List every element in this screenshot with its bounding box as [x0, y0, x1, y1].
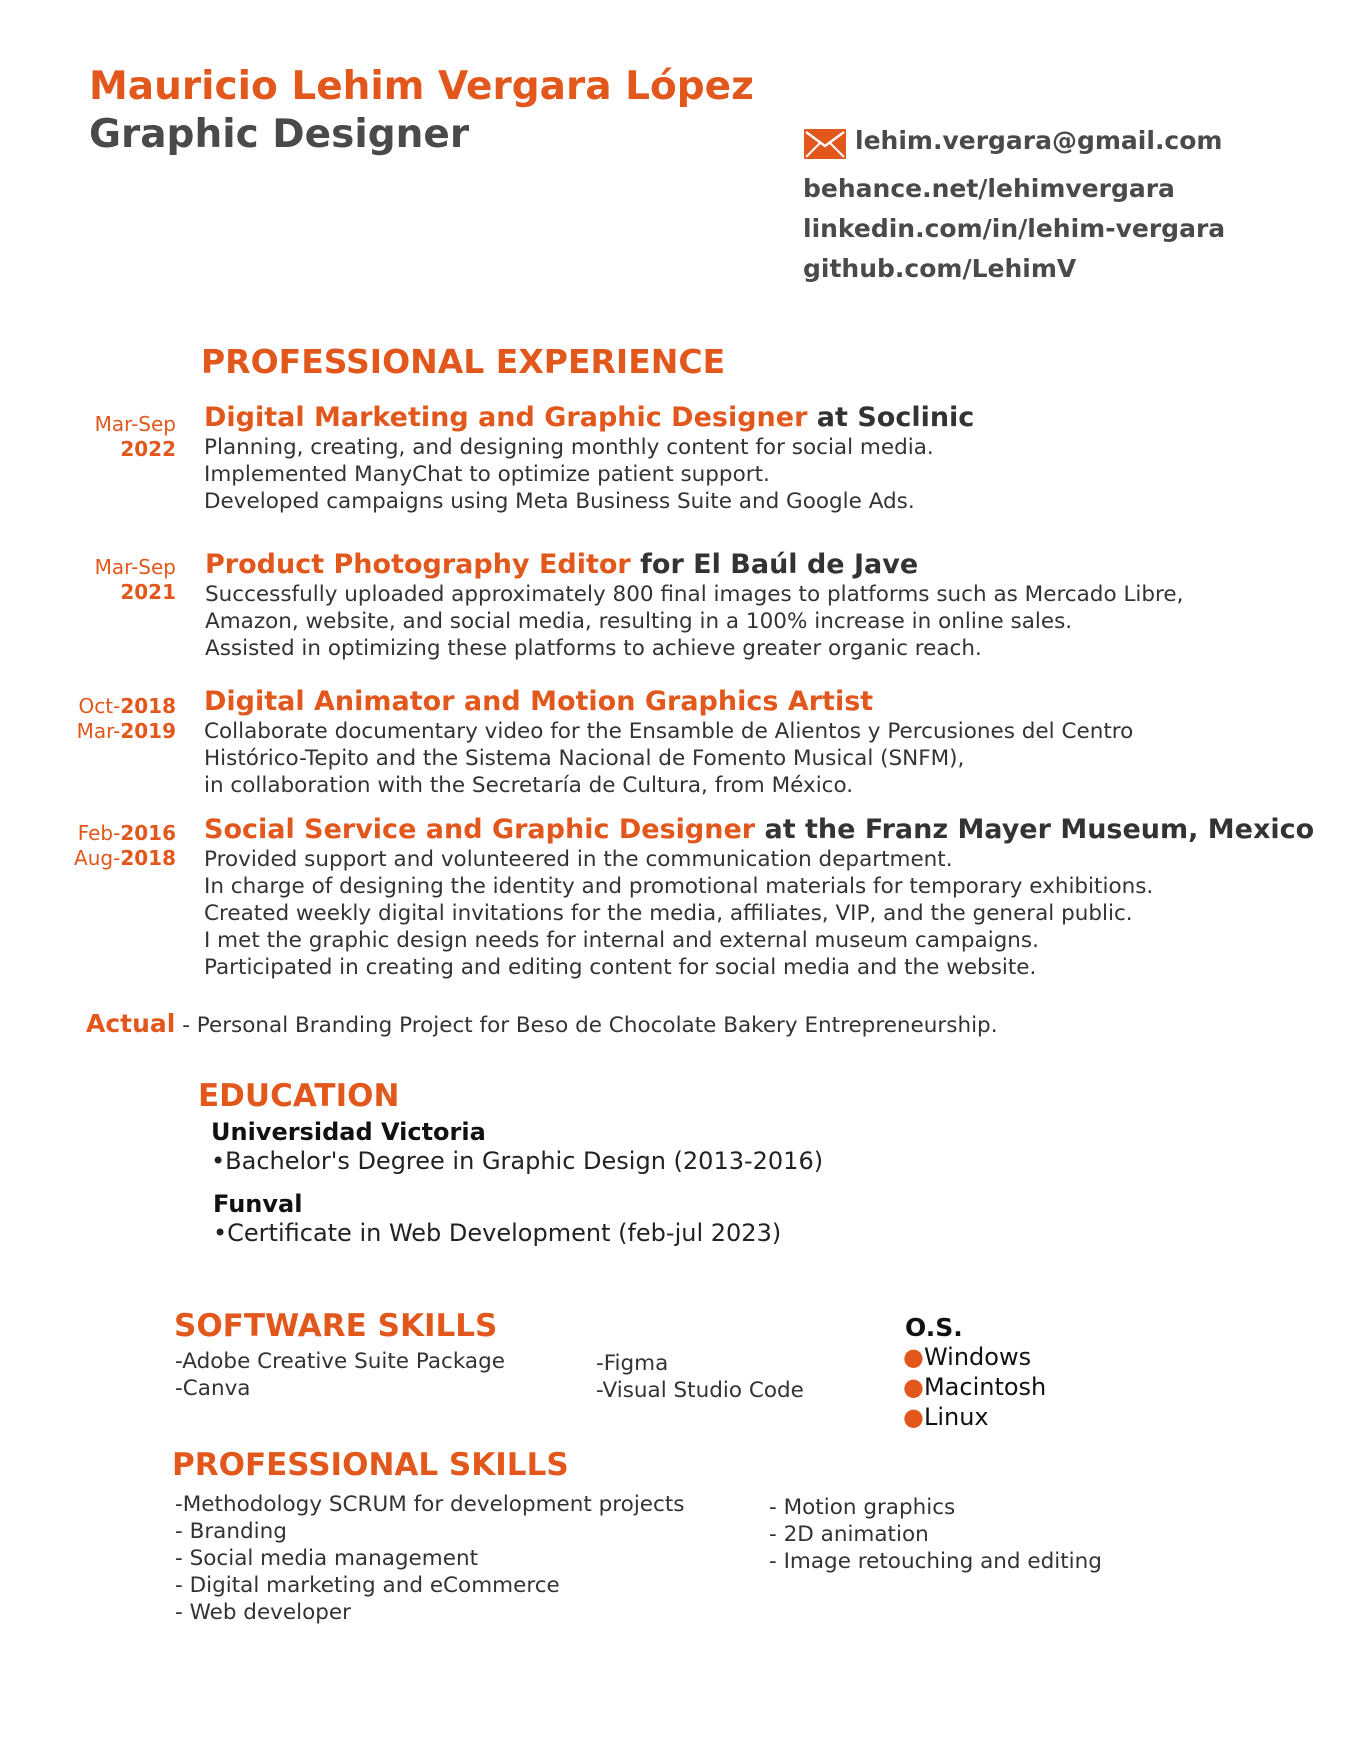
job-description: Planning, creating, and designing monthly content for social media. Implemented ManyChat to optimize patient support. Developed campaigns using Meta Business Suite and Google Ads.: [204, 435, 934, 514]
job-title: Digital Marketing and Graphic Designer at Soclinic: [204, 402, 975, 433]
current-project: [86, 1009, 998, 1039]
os-list: ●Windows ●Macintosh ●Linux: [903, 1343, 1047, 1431]
os-heading: O.S.: [905, 1313, 963, 1342]
professional-skills-list: -Methodology SCRUM for development projects - Branding - Social media management - Digital marketing and eCommerce - Web developer: [175, 1492, 685, 1625]
experience-heading: PROFESSIONAL EXPERIENCE: [201, 342, 726, 381]
job-description: Provided support and volunteered in the communication department. In charge of designing the identity and promotional materials for temporary exhibitions. Created weekly digital invitations for the media, affiliates, VIP, and the general public. I met the graphic design needs for internal and external museum campaigns. Participated in creating and editing content for social media and the website.: [204, 847, 1154, 980]
email-link[interactable]: lehim.vergara@gmail.com: [855, 126, 1223, 155]
job-title: Product Photography Editor for El Baúl de Jave: [205, 549, 919, 580]
candidate-role: Graphic Designer: [89, 112, 470, 157]
job-date: Feb-2016 Aug-2018: [74, 821, 176, 870]
job-description: Collaborate documentary video for the Ensamble de Alientos y Percusiones del Centro Histórico-Tepito and the Sistema Nacional de Fomento Musical (SNFM), in collaboration with the Secretaría de Cultura, from México.: [204, 719, 1134, 798]
candidate-name: Mauricio Lehim Vergara López: [89, 64, 754, 109]
job-date: Mar-Sep 2021: [94, 555, 176, 604]
education-school: Funval: [213, 1190, 303, 1218]
job-date: Mar-Sep 2022: [94, 412, 176, 461]
software-list: -Adobe Creative Suite Package -Canva: [175, 1349, 505, 1401]
current-text: - Personal Branding Project for Beso de Chocolate Bakery Entrepreneurship.: [175, 1013, 998, 1038]
education-heading: EDUCATION: [198, 1078, 400, 1114]
github-link[interactable]: github.com/LehimV: [803, 254, 1077, 283]
job-title: Social Service and Graphic Designer at the Franz Mayer Museum, Mexico: [204, 814, 1315, 845]
linkedin-link[interactable]: linkedin.com/in/lehim-vergara: [803, 214, 1226, 243]
envelope-icon: [803, 128, 847, 160]
current-label: Actual: [86, 1009, 176, 1038]
job-description: Successfully uploaded approximately 800 final images to platforms such as Mercado Libre, Amazon, website, and social media, resulting in a 100% increase in online sales. Assisted in optimizing these platforms to achieve greater organic reach.: [205, 582, 1184, 661]
professional-skills-heading: PROFESSIONAL SKILLS: [172, 1447, 569, 1483]
job-date: Oct-2018 Mar-2019: [76, 694, 176, 743]
software-list: -Figma -Visual Studio Code: [596, 1351, 804, 1403]
job-title: Digital Animator and Motion Graphics Artist: [204, 686, 874, 717]
behance-link[interactable]: behance.net/lehimvergara: [803, 174, 1175, 203]
software-heading: SOFTWARE SKILLS: [174, 1308, 498, 1344]
education-detail: •Bachelor's Degree in Graphic Design (2013-2016): [211, 1147, 824, 1175]
education-school: Universidad Victoria: [211, 1118, 486, 1146]
education-detail: •Certificate in Web Development (feb-jul 2023): [213, 1219, 782, 1247]
professional-skills-list: - Motion graphics - 2D animation - Image retouching and editing: [769, 1495, 1102, 1574]
